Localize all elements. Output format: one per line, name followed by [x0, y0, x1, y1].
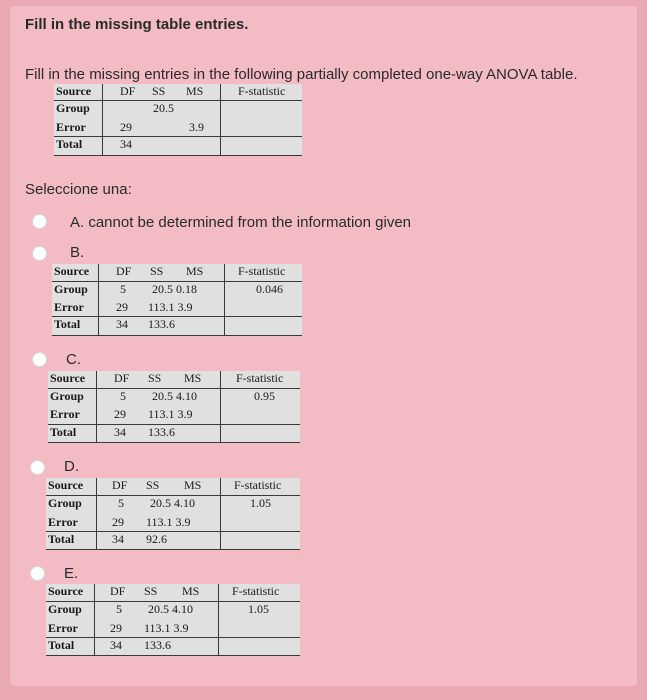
- option-b-group-ss-ms: 20.5 0.18: [152, 282, 197, 296]
- option-b-table: [52, 264, 302, 336]
- header-source: Source: [50, 371, 86, 385]
- option-c-label[interactable]: C.: [66, 351, 81, 368]
- option-b-total-df: 34: [116, 317, 128, 331]
- header-source: Source: [48, 478, 84, 492]
- row-total: Total: [50, 425, 77, 439]
- header-f: F-statistic: [238, 264, 286, 278]
- option-e-f: 1.05: [248, 602, 269, 616]
- option-e-total-ss: 133.6: [144, 638, 171, 652]
- row-error: Error: [50, 407, 80, 421]
- row-group: Group: [56, 101, 90, 115]
- row-total: Total: [56, 137, 83, 151]
- option-c-f: 0.95: [254, 389, 275, 403]
- header-ss: SS: [144, 584, 158, 598]
- option-d-total-ss: 92.6: [146, 532, 167, 546]
- given-error-ms: 3.9: [189, 120, 204, 134]
- given-total-df: 34: [120, 137, 132, 151]
- header-source: Source: [54, 264, 90, 278]
- header-f: F-statistic: [238, 84, 286, 98]
- option-d-f: 1.05: [250, 496, 271, 510]
- row-group: Group: [48, 496, 82, 510]
- option-a-radio[interactable]: [32, 214, 47, 229]
- given-anova-table: [54, 84, 302, 156]
- option-d-label[interactable]: D.: [64, 458, 79, 475]
- option-a-label[interactable]: A. cannot be determined from the information given: [70, 214, 412, 231]
- header-ss: SS: [152, 84, 166, 98]
- option-b-radio[interactable]: [32, 246, 47, 261]
- header-ms: MS: [186, 264, 204, 278]
- header-df: DF: [120, 84, 136, 98]
- row-total: Total: [54, 317, 81, 331]
- question-text: Fill in the missing entries in the following partially completed one-way ANOVA table.: [25, 66, 578, 83]
- row-error: Error: [48, 515, 78, 529]
- option-e-table: [46, 584, 300, 656]
- header-source: Source: [48, 584, 84, 598]
- option-e-radio[interactable]: [30, 566, 45, 581]
- option-d-group-ss-ms: 20.5 4.10: [150, 496, 195, 510]
- option-e-error-ss-ms: 113.1 3.9: [144, 621, 189, 635]
- option-e-group-ss-ms: 20.5 4.10: [148, 602, 193, 616]
- option-c-group-ss-ms: 20.5 4.10: [152, 389, 197, 403]
- row-error: Error: [48, 621, 78, 635]
- header-ss: SS: [150, 264, 164, 278]
- option-b-total-ss: 133.6: [148, 317, 175, 331]
- header-ms: MS: [184, 371, 202, 385]
- row-error: Error: [56, 120, 86, 134]
- header-df: DF: [116, 264, 132, 278]
- header-ss: SS: [148, 371, 162, 385]
- option-b-group-df: 5: [120, 282, 126, 296]
- row-group: Group: [48, 602, 82, 616]
- option-e-label[interactable]: E.: [64, 565, 79, 582]
- row-total: Total: [48, 532, 75, 546]
- row-error: Error: [54, 300, 84, 314]
- option-d-group-df: 5: [118, 496, 124, 510]
- prompt-text: Seleccione una:: [25, 181, 132, 198]
- question-title: Fill in the missing table entries.: [25, 16, 249, 33]
- given-error-df: 29: [120, 120, 132, 134]
- option-d-table: [46, 478, 300, 550]
- row-group: Group: [54, 282, 88, 296]
- header-ss: SS: [146, 478, 160, 492]
- header-f: F-statistic: [236, 371, 284, 385]
- option-c-error-df: 29: [114, 407, 126, 421]
- option-d-error-df: 29: [112, 515, 124, 529]
- header-f: F-statistic: [232, 584, 280, 598]
- option-c-group-df: 5: [120, 389, 126, 403]
- option-c-table: [48, 371, 300, 443]
- header-df: DF: [114, 371, 130, 385]
- given-group-ss: 20.5: [153, 101, 174, 115]
- row-group: Group: [50, 389, 84, 403]
- option-d-total-df: 34: [112, 532, 124, 546]
- row-total: Total: [48, 638, 75, 652]
- header-ms: MS: [186, 84, 204, 98]
- option-c-radio[interactable]: [32, 352, 47, 367]
- header-f: F-statistic: [234, 478, 282, 492]
- header-ms: MS: [184, 478, 202, 492]
- option-c-total-df: 34: [114, 425, 126, 439]
- option-e-group-df: 5: [116, 602, 122, 616]
- option-b-error-df: 29: [116, 300, 128, 314]
- option-e-error-df: 29: [110, 621, 122, 635]
- option-b-error-ss-ms: 113.1 3.9: [148, 300, 193, 314]
- header-source: Source: [56, 84, 92, 98]
- option-c-error-ss-ms: 113.1 3.9: [148, 407, 193, 421]
- header-df: DF: [112, 478, 128, 492]
- option-d-radio[interactable]: [30, 460, 45, 475]
- header-ms: MS: [182, 584, 200, 598]
- option-b-label[interactable]: B.: [70, 244, 85, 261]
- header-df: DF: [110, 584, 126, 598]
- option-b-f: 0.046: [256, 282, 283, 296]
- option-e-total-df: 34: [110, 638, 122, 652]
- option-d-error-ss-ms: 113.1 3.9: [146, 515, 191, 529]
- option-c-total-ss: 133.6: [148, 425, 175, 439]
